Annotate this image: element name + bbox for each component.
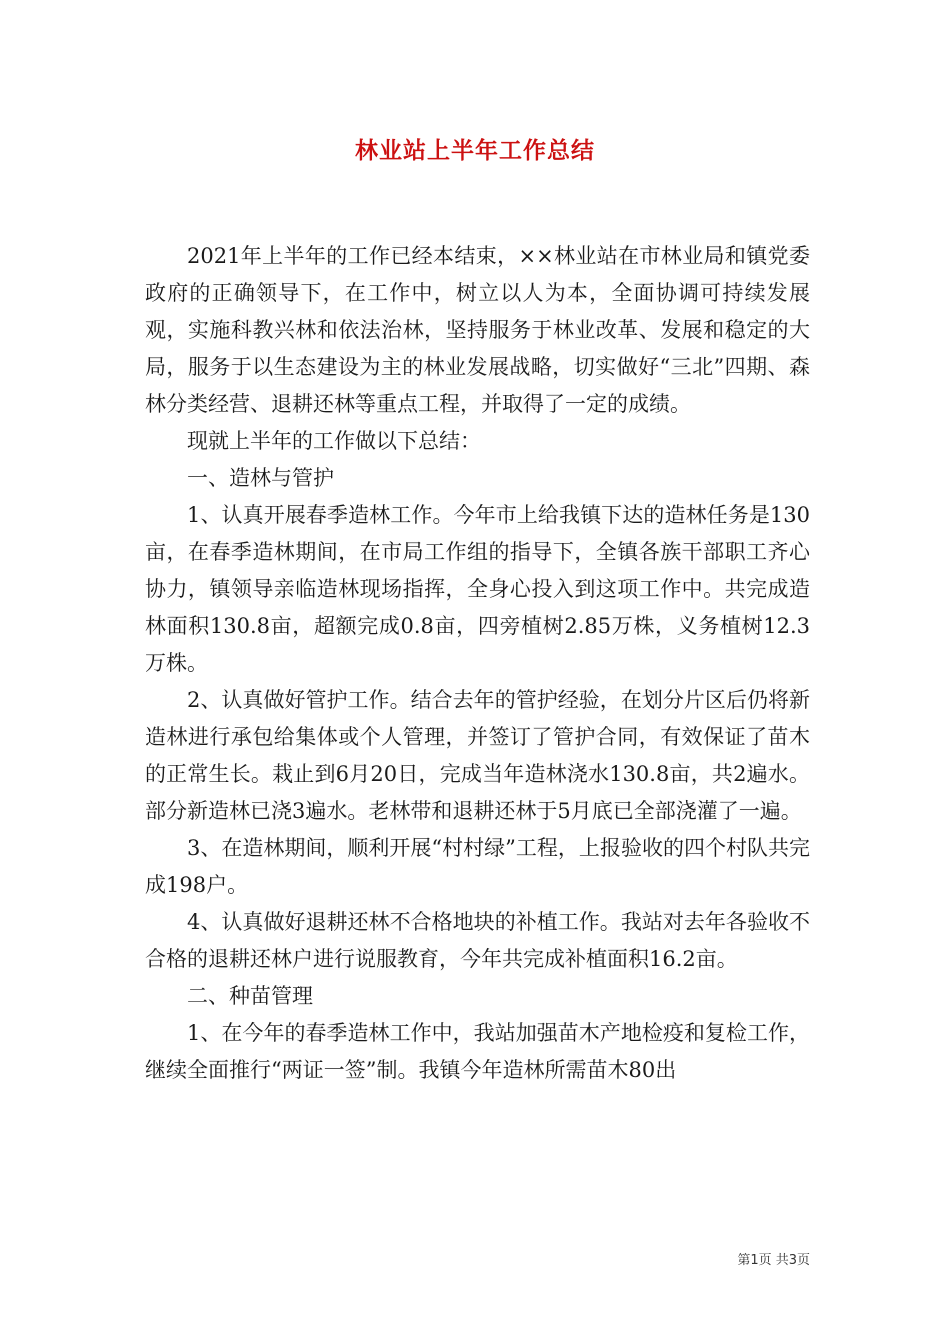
paragraph-intro: 2021年上半年的工作已经本结束，××林业站在市林业局和镇党委政府的正确领导下，在工作中，树立以人为本，全面协调可持续发展观，实施科教兴林和依法治林，坚持服务于林业改革、发展和稳定的大局，服务于以生态建设为主的林业发展战略，切实做好“三北”四期、森林分类经营、退耕还林等重点工程，并取得了一定的成绩。 [145, 244, 810, 416]
paragraph-summary-lead: 现就上半年的工作做以下总结： [187, 429, 481, 453]
paragraph-item-3: 3、在造林期间，顺利开展“村村绿”工程，上报验收的四个村队共完成198户。 [145, 836, 810, 897]
paragraph-item-2: 2、认真做好管护工作。结合去年的管护经验，在划分片区后仍将新造林进行承包给集体或个人管理，并签订了管护合同，有效保证了苗木的正常生长。栽止到6月20日，完成当年造林浇水130.8亩，共2遍水。部分新造林已浇3遍水。老林带和退耕还林于5月底已全部浇灌了一遍。 [145, 688, 810, 823]
document-body [145, 238, 810, 1089]
paragraph-item-4: 4、认真做好退耕还林不合格地块的补植工作。我站对去年各验收不合格的退耕还林户进行说服教育，今年共完成补植面积16.2亩。 [145, 910, 810, 971]
section-heading-seedlings: 二、种苗管理 [187, 984, 313, 1008]
page-number: 第1页 共3页 [737, 1253, 810, 1268]
paragraph-item-1: 1、认真开展春季造林工作。今年市上给我镇下达的造林任务是130亩，在春季造林期间，在市局工作组的指导下，全镇各族干部职工齐心协力，镇领导亲临造林现场指挥，全身心投入到这项工作中。共完成造林面积130.8亩，超额完成0.8亩，四旁植树2.85万株，义务植树12.3万株。 [145, 503, 810, 675]
paragraph-seedling-item-1: 1、在今年的春季造林工作中，我站加强苗木产地检疫和复检工作，继续全面推行“两证一签”制。我镇今年造林所需苗木80出 [145, 1021, 810, 1082]
document-title: 林业站上半年工作总结 [355, 137, 595, 164]
section-heading-afforestation: 一、造林与管护 [187, 466, 334, 490]
